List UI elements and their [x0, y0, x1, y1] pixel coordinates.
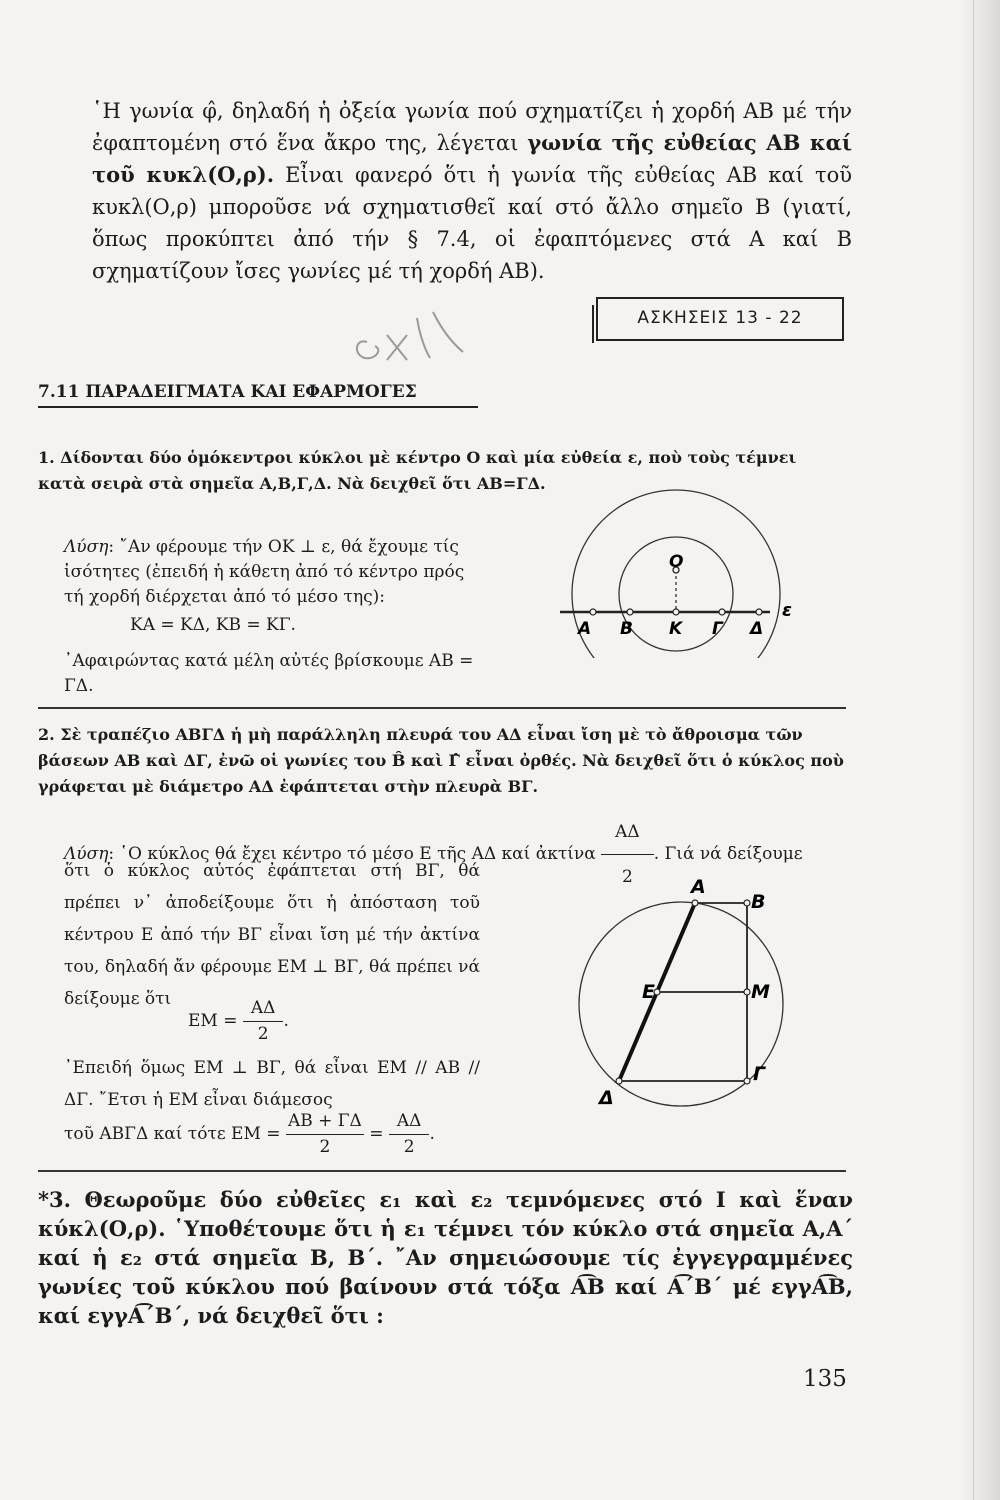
point-b: [744, 900, 750, 906]
final-pre: τοῦ ΑΒΓΔ καί τότε ΕΜ =: [64, 1124, 281, 1144]
page-edge-shadow: [960, 0, 1000, 1500]
radius-fraction-bottom: 2: [621, 867, 633, 887]
exercises-box: [596, 297, 844, 341]
problem-1-figure: [560, 488, 820, 658]
label-d: Δ: [599, 1087, 614, 1109]
point-a: [590, 609, 596, 615]
label-d: Δ: [750, 619, 764, 639]
em-eq-fraction-top: ΑΔ: [243, 996, 284, 1022]
problem-2-body: ὅτι ὁ κύκλος αὐτός ἐφάπτεται στή ΒΓ, θά πρέπει ν᾿ ἀποδείξουμε ὅτι ἡ ἀπόσταση τοῦ κέντρου Ε ἀπό τήν ΒΓ εἶναι ἴση μέ τήν ἀκτίνα του, δηλαδή ἄν φέρουμε ΕΜ ⊥ ΒΓ, θά πρέπει νά δείξουμε ὅτι: [64, 861, 480, 1009]
radius-fraction-top: ΑΔ: [601, 810, 654, 855]
intro-text-1: ῾Η γωνία φ̂, δηλαδή ἡ ὀξεία γωνία πού σχηματίζει ἡ χορδή ΑΒ μέ τήν ἐφαπτομένη στό ἕνα ἄκρο της, λέγεται: [92, 99, 852, 155]
problem-2-number: 2.: [38, 725, 55, 744]
final-fraction-1-bottom: 2: [319, 1137, 331, 1157]
point-k: [673, 609, 679, 615]
final-fraction-1-top: ΑΒ + ΓΔ: [286, 1109, 364, 1135]
final-fraction-2-bottom: 2: [403, 1137, 415, 1157]
problem-3-number: *3.: [38, 1187, 71, 1212]
label-k: K: [669, 619, 683, 639]
point-g: [719, 609, 725, 615]
final-end: .: [429, 1124, 435, 1144]
point-g: [744, 1078, 750, 1084]
problem-2-em-equation: [188, 996, 289, 1047]
divider-2: [38, 1170, 846, 1172]
point-b: [627, 609, 633, 615]
page-number: 135: [803, 1366, 847, 1392]
intro-bold-term: γωνία τῆς εὐθείας ΑΒ καί τοῦ κυκλ(Ο,ρ).: [92, 130, 852, 187]
label-m: M: [751, 981, 770, 1003]
final-fraction-2-top: ΑΔ: [389, 1109, 430, 1135]
point-d: [756, 609, 762, 615]
label-e: E: [642, 981, 655, 1003]
em-eq-end: .: [283, 1011, 289, 1031]
problem-2-figure: [565, 876, 800, 1116]
problem-2-solution-after: . Γιά νά δείξουμε: [653, 844, 803, 864]
problem-2-statement: [38, 722, 848, 800]
problem-3-text: Θεωροῦμε δύο εὐθεῖες ε₁ καὶ ε₂ τεμνόμενες στό Ι καὶ ἕναν κύκλ(Ο,ρ). ῾Υποθέτουμε ὅτι ἡ ε₁ τέμνει τόν κύκλο στά σημεῖα Α,Α΄ καί ἡ ε₂ στά σημεῖα Β, Β΄. ῎Αν σημειώσουμε τίς ἐγγεγραμμένες γωνίες τοῦ κύκλου πού βαίνουν στά τόξα Α͡Β καί Α͡΄Β΄ μέ εγγΑ͡Β, καί εγγΑ͡΄Β΄, νά δειχθεῖ ὅτι :: [38, 1187, 854, 1328]
exercises-box-label: ΑΣΚΗΣΕΙΣ 13 - 22: [637, 308, 803, 328]
point-a: [692, 900, 698, 906]
problem-1-number: 1.: [38, 448, 55, 467]
label-a: A: [691, 876, 706, 898]
final-fraction-1: [286, 1109, 364, 1160]
point-m: [744, 989, 750, 995]
problem-1-solution-text: : ῎Αν φέρουμε τήν ΟΚ ⊥ ε, θά ἔχουμε τίς ἰσότητες (ἐπειδή ἡ κάθετη ἀπό τό κέντρο πρός τή χορδή διέρχεται ἀπό τό μέσο της):: [64, 537, 465, 607]
label-o: O: [669, 552, 684, 572]
label-e: ε: [782, 600, 793, 621]
intro-paragraph: [92, 95, 852, 287]
problem-3: [38, 1185, 853, 1330]
problem-2-final: [64, 1109, 524, 1160]
page-edge-line: [973, 0, 974, 1500]
label-b: B: [620, 619, 633, 639]
section-title: 7.11 ΠΑΡΑΔΕΙΓΜΑΤΑ ΚΑΙ ΕΦΑΡΜΟΓΕΣ: [38, 382, 417, 402]
handwritten-scribble: [335, 300, 495, 370]
final-fraction-2: [389, 1109, 430, 1160]
divider-1: [38, 707, 846, 709]
problem-1-text: Δίδονται δύο ὁμόκεντροι κύκλοι μὲ κέντρο Ο καὶ μία εὐθεία ε, ποὺ τοὺς τέμνει κατὰ σειρὰ στὰ σημεῖα Α,Β,Γ,Δ. Νὰ δειχθεῖ ὅτι ΑΒ=ΓΔ.: [38, 448, 797, 493]
em-eq-fraction: [243, 996, 284, 1047]
em-eq-lhs: ΕΜ =: [188, 1011, 238, 1031]
solution-label: Λύση: [64, 537, 109, 557]
final-eq-sign: =: [369, 1124, 384, 1144]
problem-2-solution-text: : ῾Ο κύκλος θά ἔχει κέντρο τό μέσο Ε τῆς ΑΔ καί ἀκτίνα: [108, 844, 596, 864]
label-g: Γ: [712, 619, 723, 639]
problem-1-conclusion: ᾿Αφαιρώντας κατά μέλη αὐτές βρίσκουμε ΑΒ = ΓΔ.: [64, 651, 474, 696]
point-d: [616, 1078, 622, 1084]
section-title-underline: [38, 406, 478, 408]
problem-2-since: ᾿Επειδή ὅμως ΕΜ ⊥ ΒΓ, θά εἶναι ΕΜ // ΑΒ // ΔΓ. ῎Ετσι ἡ ΕΜ εἶναι διάμεσος: [64, 1058, 480, 1110]
problem-2-text: Σὲ τραπέζιο ΑΒΓΔ ἡ μὴ παράλληλη πλευρά του ΑΔ εἶναι ἴση μὲ τὸ ἄθροισμα τῶν βάσεων ΑΒ καὶ ΔΓ, ἐνῶ οἱ γωνίες του B̂ καὶ Γ̂ εἶναι ὀρθές. Νὰ δειχθεῖ ὅτι ὁ κύκλος ποὺ γράφεται μὲ διάμετρο ΑΔ ἐφάπτεται στὴν πλευρὰ ΒΓ.: [38, 725, 844, 796]
intro-text-2: Εἶναι φανερό ὅτι ἡ γωνία τῆς εὐθείας ΑΒ καί τοῦ κυκλ(Ο,ρ) μποροῦσε νά σχηματισθεῖ καί στό ἄλλο σημεῖο Β (γιατί, ὅπως προκύπτει ἀπό τήν § 7.4, οἱ ἐφαπτόμενες στά Α καί Β σχηματίζουν ἴσες γωνίες μέ τή χορδή ΑΒ).: [92, 163, 853, 283]
label-b: B: [751, 891, 766, 913]
label-a: A: [578, 619, 592, 639]
problem-1-equation: ΚΑ = ΚΔ, ΚΒ = ΚΓ.: [130, 615, 296, 635]
em-eq-fraction-bottom: 2: [257, 1024, 269, 1044]
solution-label-2: Λύση: [64, 844, 109, 864]
problem-1-solution: [64, 535, 484, 610]
label-g: Γ: [753, 1063, 766, 1085]
